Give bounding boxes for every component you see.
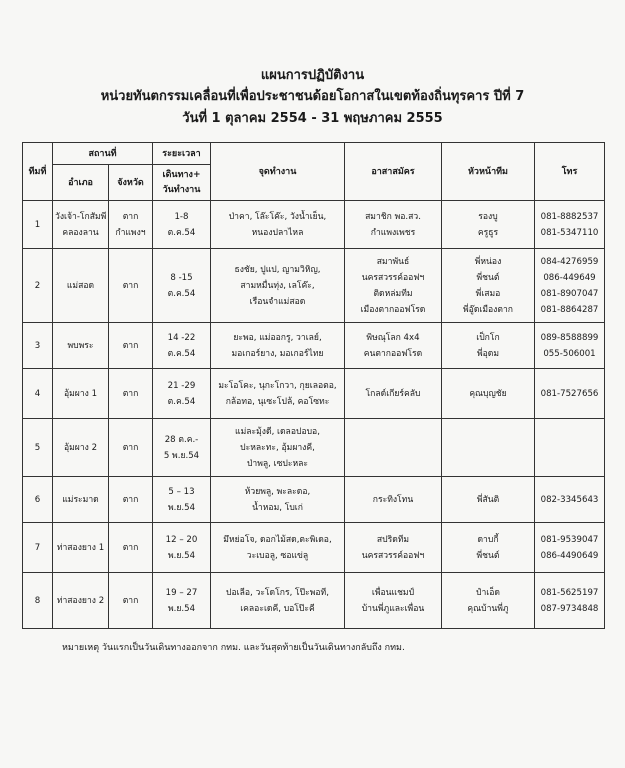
cell-period-line: พ.ย.54 xyxy=(167,502,196,513)
cell-phone-line: 081-5347110 xyxy=(540,227,599,238)
cell-district xyxy=(53,523,109,573)
cell-work-points xyxy=(211,323,345,369)
cell-province xyxy=(109,477,153,523)
cell-team-lead-line: คุณบ้านพี่ภู xyxy=(467,603,509,614)
cell-volunteers-line: นครสวรรค์ออฟฯ xyxy=(361,550,425,561)
cell-work-points-line: มึหย่อโจ, ดอกไม้สด,ตะพิเดอ, xyxy=(223,534,332,545)
cell-team-lead-line: พี่ชนต์ xyxy=(476,272,500,283)
cell-team-lead-line: ดาบกี้ xyxy=(477,534,499,545)
cell-volunteers xyxy=(345,249,442,323)
cell-team: 3 xyxy=(23,323,53,369)
cell-work-points-line: ป่าคา, โล๊ะโค๊ะ, วังน้ำเย็น, xyxy=(228,211,327,222)
cell-province-line: ตาก xyxy=(122,340,139,351)
cell-team-lead-line: พี่ชนต์ xyxy=(476,550,500,561)
cell-volunteers-line: ติดหล่มทีม xyxy=(373,288,413,299)
cell-phone xyxy=(535,201,605,249)
cell-team-lead xyxy=(442,477,535,523)
cell-work-points-line: ยะพอ, แม่ออกรู, วาเลย์, xyxy=(233,332,322,343)
cell-team-lead xyxy=(442,419,535,477)
cell-team-lead xyxy=(442,523,535,573)
cell-period-line: ต.ค.54 xyxy=(167,396,196,407)
cell-period-line: ต.ค.54 xyxy=(167,227,196,238)
cell-team-lead-line: ป๋าเอ็ด xyxy=(476,587,500,598)
cell-work-points-line: วะเบอลู, ซอแข่ลู xyxy=(246,550,309,561)
cell-district-line: แม่สอด xyxy=(66,280,95,291)
cell-period xyxy=(153,323,211,369)
header-province: จังหวัด xyxy=(109,165,153,201)
cell-work-points xyxy=(211,419,345,477)
cell-work-points-line: กล้อทอ, นุเซะโปล้, คอโซทะ xyxy=(225,396,330,407)
header-location: สถานที่ xyxy=(53,143,153,165)
cell-period-line: 1-8 xyxy=(174,211,189,222)
cell-phone xyxy=(535,573,605,629)
cell-work-points-line: ห้วยพลู, พะละดอ, xyxy=(244,486,311,497)
cell-period-line: 5 พ.ย.54 xyxy=(163,450,200,461)
cell-volunteers-line: พิษณุโลก 4x4 xyxy=(366,332,420,343)
cell-volunteers-line: สมาชิก พอ.สว. xyxy=(365,211,421,222)
cell-work-points-line: เคลอะเดคี, บอโป๊ะคี xyxy=(240,603,315,614)
cell-district-line: ท่าสองยาง 2 xyxy=(56,595,105,606)
cell-volunteers xyxy=(345,477,442,523)
cell-phone xyxy=(535,323,605,369)
cell-volunteers xyxy=(345,323,442,369)
cell-volunteers-line: สปริดทีม xyxy=(376,534,410,545)
cell-work-points-line: มะโอโคะ, นุกะโกวา, กุยเลอตอ, xyxy=(218,380,337,391)
cell-district xyxy=(53,369,109,419)
cell-province xyxy=(109,369,153,419)
cell-team-lead xyxy=(442,323,535,369)
cell-volunteers-line: กระทิงโทน xyxy=(372,494,414,505)
table-row xyxy=(23,573,605,629)
cell-volunteers xyxy=(345,523,442,573)
cell-volunteers-line: โกลด์เกียร์คลับ xyxy=(365,388,421,399)
cell-province-line: ตาก xyxy=(122,211,139,222)
cell-team: 7 xyxy=(23,523,53,573)
cell-team: 4 xyxy=(23,369,53,419)
cell-period-line: 5 – 13 xyxy=(168,486,195,497)
cell-team: 1 xyxy=(23,201,53,249)
cell-work-points-line: หนองปลาไหล xyxy=(251,227,304,238)
cell-team-lead xyxy=(442,249,535,323)
cell-period-line: 8 -15 xyxy=(170,272,193,283)
cell-volunteers xyxy=(345,419,442,477)
cell-district-line: อุ้มผาง 2 xyxy=(63,442,98,453)
header-work-points: จุดทำงาน xyxy=(211,143,345,201)
cell-district xyxy=(53,249,109,323)
header-period: ระยะเวลา xyxy=(153,143,211,165)
cell-phone xyxy=(535,249,605,323)
cell-work-points-line: น้ำหอม, โบเก่ xyxy=(252,502,303,513)
cell-province-line: ตาก xyxy=(122,542,139,553)
cell-phone xyxy=(535,477,605,523)
cell-team-lead-line: พี่เสมอ xyxy=(475,288,501,299)
cell-district xyxy=(53,201,109,249)
cell-province-line: ตาก xyxy=(122,595,139,606)
plan-table xyxy=(22,142,605,629)
document-titles xyxy=(0,66,625,130)
plan-table-body xyxy=(23,201,605,629)
cell-volunteers-line: คนตากออฟโรด xyxy=(363,348,423,359)
cell-phone-line: 081-8907047 xyxy=(540,288,599,299)
cell-district xyxy=(53,419,109,477)
cell-district-line: คลองลาน xyxy=(62,227,99,238)
table-row xyxy=(23,477,605,523)
cell-district-line: พบพระ xyxy=(67,340,94,351)
cell-team: 2 xyxy=(23,249,53,323)
cell-district-line: อุ้มผาง 1 xyxy=(63,388,98,399)
cell-province-line: ตาก xyxy=(122,388,139,399)
cell-work-points-line: มอเกอร์ยาง, มอเกอร์ไทย xyxy=(231,348,324,359)
cell-volunteers-line: สมาพันธ์ xyxy=(376,256,410,267)
title-line-2: หน่วยทันตกรรมเคลื่อนที่เพื่อประชาชนด้อยโอกาสในเขตท้องถิ่นทุรคาร ปีที่ 7 xyxy=(100,89,525,104)
cell-team: 8 xyxy=(23,573,53,629)
cell-province-line: กำแพงฯ xyxy=(115,227,146,238)
cell-district-line: ท่าสองยาง 1 xyxy=(56,542,105,553)
cell-work-points-line: ปอเลีอ, วะโดโกร, โป๊ะพอที, xyxy=(226,587,329,598)
cell-province xyxy=(109,201,153,249)
cell-team-lead xyxy=(442,369,535,419)
cell-province xyxy=(109,323,153,369)
cell-volunteers-line: กำแพงเพชร xyxy=(370,227,416,238)
cell-district-line: วังเจ้า-โกสัมพี xyxy=(55,211,107,222)
cell-period-line: 12 – 20 xyxy=(165,534,198,545)
header-district: อำเภอ xyxy=(53,165,109,201)
cell-phone xyxy=(535,369,605,419)
cell-team-lead-line: พี่สันติ xyxy=(476,494,500,505)
cell-team-lead-line: คุณบุญชัย xyxy=(469,388,507,399)
cell-province xyxy=(109,573,153,629)
cell-period xyxy=(153,523,211,573)
cell-period-line: 14 -22 xyxy=(167,332,196,343)
cell-team-lead-line: พี่อู๊ดเมืองตาก xyxy=(463,304,513,315)
cell-work-points-line: เรือนจำแม่สอด xyxy=(249,296,306,307)
cell-phone-line: 084-4276959 xyxy=(540,256,599,267)
cell-district-line: แม่ระมาด xyxy=(62,494,99,505)
cell-province-line: ตาก xyxy=(122,280,139,291)
footnote: หมายเหตุ วันแรกเป็นวันเดินทางออกจาก กทม. และวันสุดท้ายเป็นวันเดินทางกลับถึง กทม. xyxy=(62,643,405,653)
cell-phone-line: 081-8882537 xyxy=(540,211,599,222)
cell-team-lead-line: เป็กโก xyxy=(476,332,500,343)
cell-work-points-line: สามหมื่นทุ่ง, เลโค๊ะ, xyxy=(240,280,315,291)
cell-period-line: ต.ค.54 xyxy=(167,348,196,359)
cell-work-points-line: แม่ละมุ้งดี, เดลอปอบอ, xyxy=(235,426,320,437)
cell-period xyxy=(153,369,211,419)
header-team: ทีมที่ xyxy=(23,143,53,201)
cell-volunteers-line: เพื่อนแชมป์ xyxy=(371,587,415,598)
cell-work-points xyxy=(211,249,345,323)
cell-team-lead-line: ครูธูร xyxy=(477,227,499,238)
cell-work-points-line: ป่าพลู, เซปะหละ xyxy=(246,458,309,469)
cell-phone-line: 081-7527656 xyxy=(540,388,599,399)
title-line-1: แผนการปฏิบัติงาน xyxy=(260,68,365,83)
cell-volunteers xyxy=(345,201,442,249)
cell-team-lead-line: รองบู xyxy=(478,211,498,222)
cell-phone-line: 089-8588899 xyxy=(540,332,599,343)
cell-work-points xyxy=(211,573,345,629)
cell-work-points xyxy=(211,523,345,573)
header-travel-days: เดินทาง+ วันทำงาน xyxy=(153,165,211,201)
cell-work-points-line: ปะหละทะ, อุ้มผางคี, xyxy=(240,442,315,453)
cell-period-line: 21 -29 xyxy=(167,380,196,391)
cell-team: 5 xyxy=(23,419,53,477)
cell-period-line: 28 ต.ค.- xyxy=(164,434,199,445)
cell-volunteers-line: นครสวรรค์ออฟฯ xyxy=(361,272,425,283)
cell-volunteers-line: เมืองตากออฟโรด xyxy=(360,304,426,315)
cell-phone-line: 081-9539047 xyxy=(540,534,599,545)
cell-team-lead-line: พี่อุดม xyxy=(476,348,500,359)
table-row xyxy=(23,369,605,419)
cell-district xyxy=(53,573,109,629)
table-row xyxy=(23,523,605,573)
table-row xyxy=(23,249,605,323)
cell-period-line: พ.ย.54 xyxy=(167,603,196,614)
cell-period xyxy=(153,201,211,249)
cell-period-line: พ.ย.54 xyxy=(167,550,196,561)
cell-volunteers-line: บ้านพี่ภูและเพื่อน xyxy=(361,603,425,614)
cell-phone-line: 087-9734848 xyxy=(540,603,599,614)
cell-period-line: ต.ค.54 xyxy=(167,288,196,299)
cell-period xyxy=(153,573,211,629)
table-row xyxy=(23,419,605,477)
table-row xyxy=(23,201,605,249)
header-volunteers: อาสาสมัคร xyxy=(345,143,442,201)
cell-team: 6 xyxy=(23,477,53,523)
cell-phone xyxy=(535,523,605,573)
cell-volunteers xyxy=(345,573,442,629)
cell-period xyxy=(153,419,211,477)
header-phone: โทร xyxy=(535,143,605,201)
cell-phone-line: 081-8864287 xyxy=(540,304,599,315)
cell-period-line: 19 – 27 xyxy=(165,587,198,598)
table-row xyxy=(23,323,605,369)
cell-phone-line: 086-449649 xyxy=(543,272,596,283)
cell-volunteers xyxy=(345,369,442,419)
cell-work-points-line: ธงชัย, ปูแป, ญามวิหิญ, xyxy=(234,264,321,275)
cell-work-points xyxy=(211,201,345,249)
cell-team-lead xyxy=(442,201,535,249)
cell-province xyxy=(109,419,153,477)
cell-phone-line: 082-3345643 xyxy=(540,494,599,505)
cell-phone xyxy=(535,419,605,477)
cell-work-points xyxy=(211,477,345,523)
cell-province-line: ตาก xyxy=(122,494,139,505)
cell-phone-line: 086-4490649 xyxy=(540,550,599,561)
cell-phone-line: 081-5625197 xyxy=(540,587,599,598)
cell-period xyxy=(153,477,211,523)
cell-team-lead-line: พี่หน่อง xyxy=(474,256,502,267)
cell-team-lead xyxy=(442,573,535,629)
header-team-lead: หัวหน้าทีม xyxy=(442,143,535,201)
cell-phone-line: 055-506001 xyxy=(543,348,596,359)
cell-province xyxy=(109,523,153,573)
cell-province xyxy=(109,249,153,323)
title-line-3: วันที่ 1 ตุลาคม 2554 - 31 พฤษภาคม 2555 xyxy=(182,111,443,126)
cell-period xyxy=(153,249,211,323)
cell-province-line: ตาก xyxy=(122,442,139,453)
cell-district xyxy=(53,477,109,523)
cell-district xyxy=(53,323,109,369)
cell-work-points xyxy=(211,369,345,419)
